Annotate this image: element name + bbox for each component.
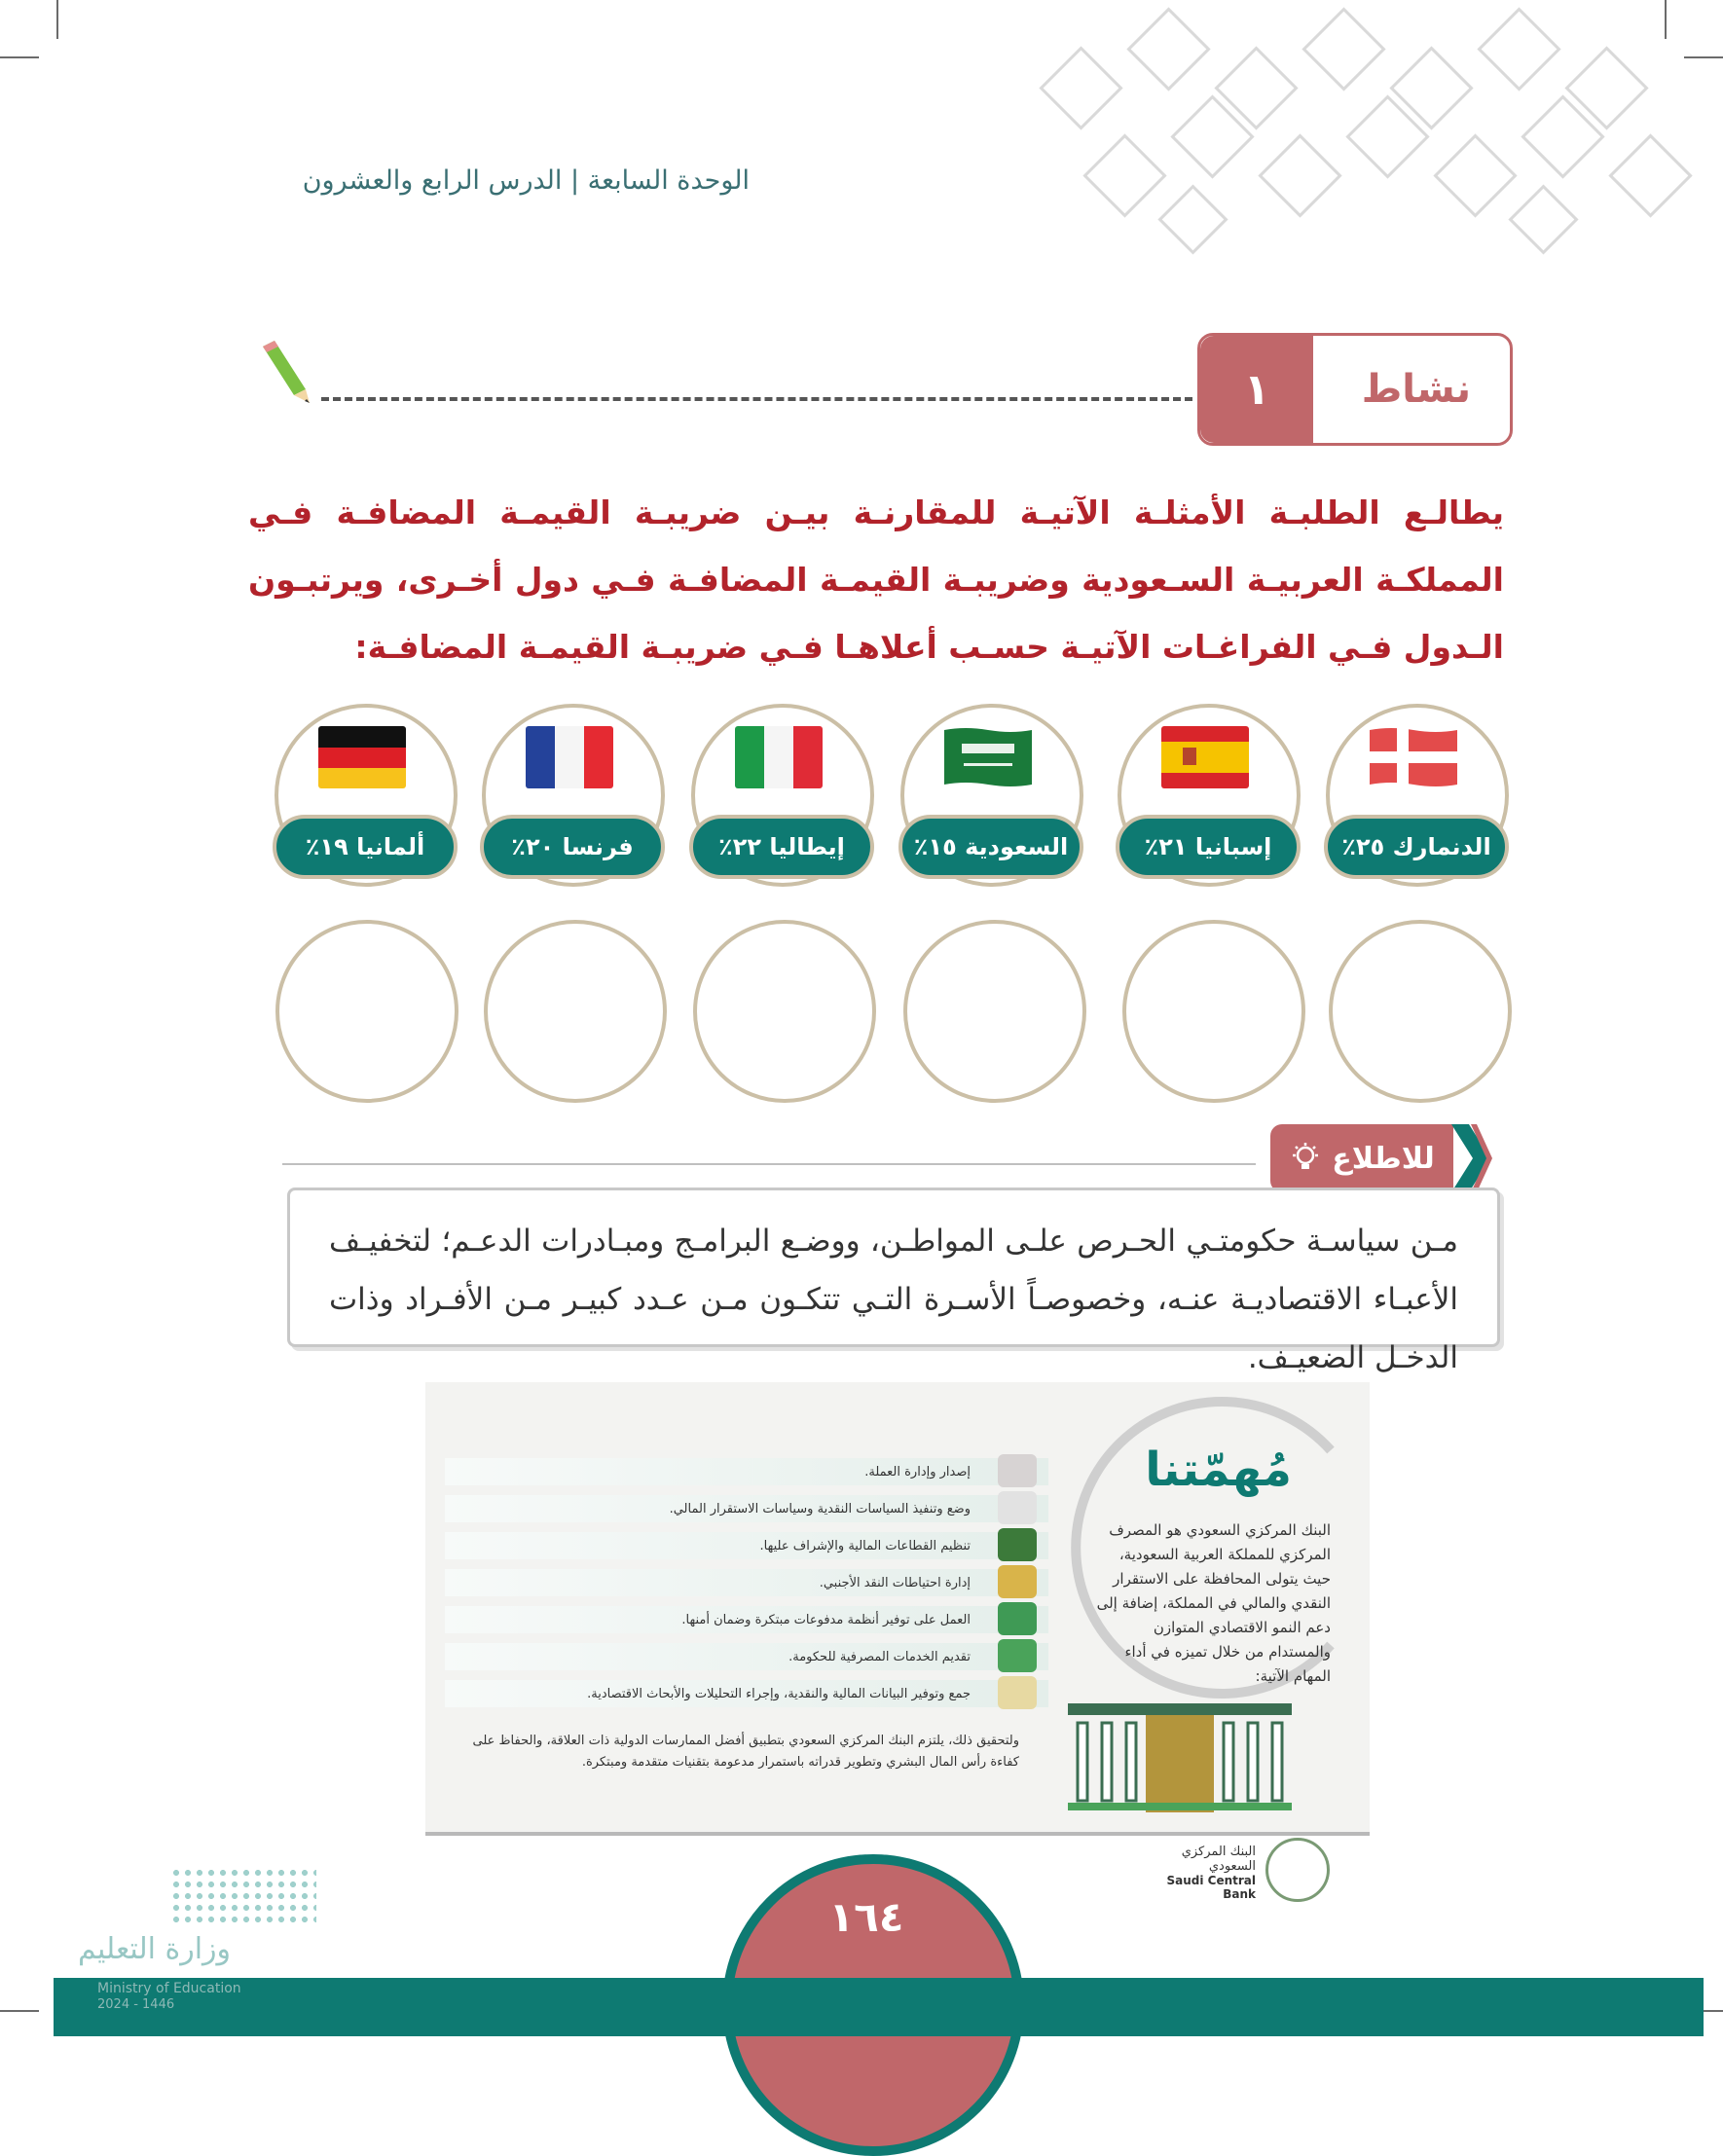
- country-label: فرنسا ٢٠٪: [480, 815, 665, 879]
- bank-building-icon: [1068, 1694, 1292, 1820]
- footer-bar: [54, 1978, 1704, 2036]
- info-tab: [1270, 1124, 1492, 1192]
- spain-flag-icon: [1161, 726, 1249, 788]
- france-flag-icon: [526, 726, 613, 788]
- crop-mark: [56, 0, 58, 39]
- country-italy: [691, 704, 872, 885]
- bank-description: البنك المركزي السعودي هو المصرف المركزي للمملكة العربية السعودية، حيث يتولى المحافظة على الاستقرار النقدي والمالي في المملكة، إضافة إلى دعم النمو الاقتصادي المتوازن والمستدام من خلال تميزه في أداء المهام الآتية:: [1096, 1521, 1331, 1685]
- country-germany: [275, 704, 456, 885]
- country-label: إيطاليا ٢٢٪: [689, 815, 874, 879]
- country-saudi: [900, 704, 1081, 885]
- ministry-logo: وزارة التعليم: [78, 1932, 232, 1966]
- country-label: السعودية ١٥٪: [898, 815, 1083, 879]
- bank-task: العمل على توفير أنظمة مدفوعات مبتكرة وضمان أمنها.: [445, 1606, 1048, 1633]
- country-denmark: [1326, 704, 1507, 885]
- bank-task: إدارة احتياطات النقد الأجنبي.: [445, 1569, 1048, 1596]
- central-bank-seal: [1265, 1838, 1330, 1902]
- denmark-flag-icon: [1370, 726, 1457, 788]
- page-number: ١٦٤: [828, 1893, 904, 1941]
- saudi-map-icon: [998, 1639, 1037, 1672]
- pencil-icon: [255, 341, 313, 405]
- bank-task: إصدار وإدارة العملة.: [445, 1458, 1048, 1485]
- bank-task: تنظيم القطاعات المالية والإشراف عليها.: [445, 1532, 1048, 1559]
- activity-instruction: يطالـع الطلبـة الأمثلـة الآتيـة للمقارنـة بيـن ضريبـة القيمـة المضافـة فـي المملكـة العربيـة السـعودية وضريبـة القيمـة المضافـة فـي دول أخـرى، ويرتبـون الـدول فـي الفراغـات الآتيـة حسـب أعلاهـا فـي ضريبـة القيمـة المضافـة:: [248, 493, 1504, 666]
- currency-icon: [998, 1454, 1037, 1487]
- bank-footer-text: ولتحقيق ذلك، يلتزم البنك المركزي السعودي بتطبيق أفضل الممارسات الدولية ذات العلاقة، والحفاظ على كفاءة رأس المال البشري وتطوير قدراته باستمرار مدعومة بتقنيات متقدمة ومبتكرة.: [472, 1734, 1019, 1770]
- crop-mark: [1684, 56, 1723, 58]
- answer-circle-2[interactable]: [1122, 920, 1305, 1103]
- breadcrumb: الوحدة السابعة | الدرس الرابع والعشرون: [302, 165, 750, 196]
- ministry-logo-dots: [170, 1867, 316, 1925]
- central-bank-infographic: [425, 1382, 1370, 1836]
- lightbulb-icon: [1289, 1142, 1322, 1175]
- answer-circle-1[interactable]: [1329, 920, 1512, 1103]
- info-tab-label: للاطلاع: [1332, 1141, 1435, 1176]
- italy-flag-icon: [735, 726, 823, 788]
- edition-year: 2024 - 1446: [97, 1997, 175, 2012]
- money-bag-icon: [998, 1565, 1037, 1598]
- ministry-logo-en: Ministry of Education: [97, 1981, 241, 1996]
- scales-icon: [998, 1491, 1037, 1524]
- answer-circle-4[interactable]: [693, 920, 876, 1103]
- info-text: مـن سياسـة حكومتـي الحـرص علـى المواطـن، ووضـع البرامـج ومبـادرات الدعـم؛ لتخفيـف الأعبـاء الاقتصاديـة عنـه، وخصوصـاً الأسـرة التـي تتكـون مـن عـدد كبيـر مـن الأفـراد وذات الدخـل الضعيـف.: [329, 1224, 1458, 1375]
- crop-mark: [0, 2010, 39, 2012]
- payment-card-icon: [998, 1602, 1037, 1635]
- bank-task: تقديم الخدمات المصرفية للحكومة.: [445, 1643, 1048, 1670]
- divider: [282, 1163, 1256, 1165]
- info-box: [287, 1188, 1500, 1375]
- crop-mark: [0, 56, 39, 58]
- activity-label: نشاط: [1361, 367, 1471, 412]
- saudi-flag-icon: [944, 726, 1032, 788]
- country-france: [482, 704, 663, 885]
- country-spain: [1118, 704, 1299, 885]
- double-chevron-icon: [1451, 1124, 1492, 1192]
- activity-heading: [1197, 333, 1513, 446]
- bank-task: وضع وتنفيذ السياسات النقدية وسياسات الاستقرار المالي.: [445, 1495, 1048, 1522]
- central-bank-logo: البنك المركزي السعودي Saudi Central Bank: [1166, 1845, 1256, 1901]
- dashed-line: [321, 397, 1192, 401]
- chart-icon: [998, 1676, 1037, 1709]
- country-label: ألمانيا ١٩٪: [273, 815, 458, 879]
- regulation-icon: [998, 1528, 1037, 1561]
- bank-title: مُهمّتنا: [1145, 1443, 1292, 1497]
- crop-mark: [1665, 0, 1667, 39]
- country-label: إسبانيا ٢١٪: [1116, 815, 1301, 879]
- germany-flag-icon: [318, 726, 406, 788]
- activity-number: ١: [1200, 336, 1313, 443]
- answer-circle-3[interactable]: [903, 920, 1086, 1103]
- answer-circle-5[interactable]: [484, 920, 667, 1103]
- country-label: الدنمارك ٢٥٪: [1324, 815, 1509, 879]
- answer-circle-6[interactable]: [275, 920, 458, 1103]
- bank-task: جمع وتوفير البيانات المالية والنقدية، وإجراء التحليلات والأبحاث الاقتصادية.: [445, 1680, 1048, 1707]
